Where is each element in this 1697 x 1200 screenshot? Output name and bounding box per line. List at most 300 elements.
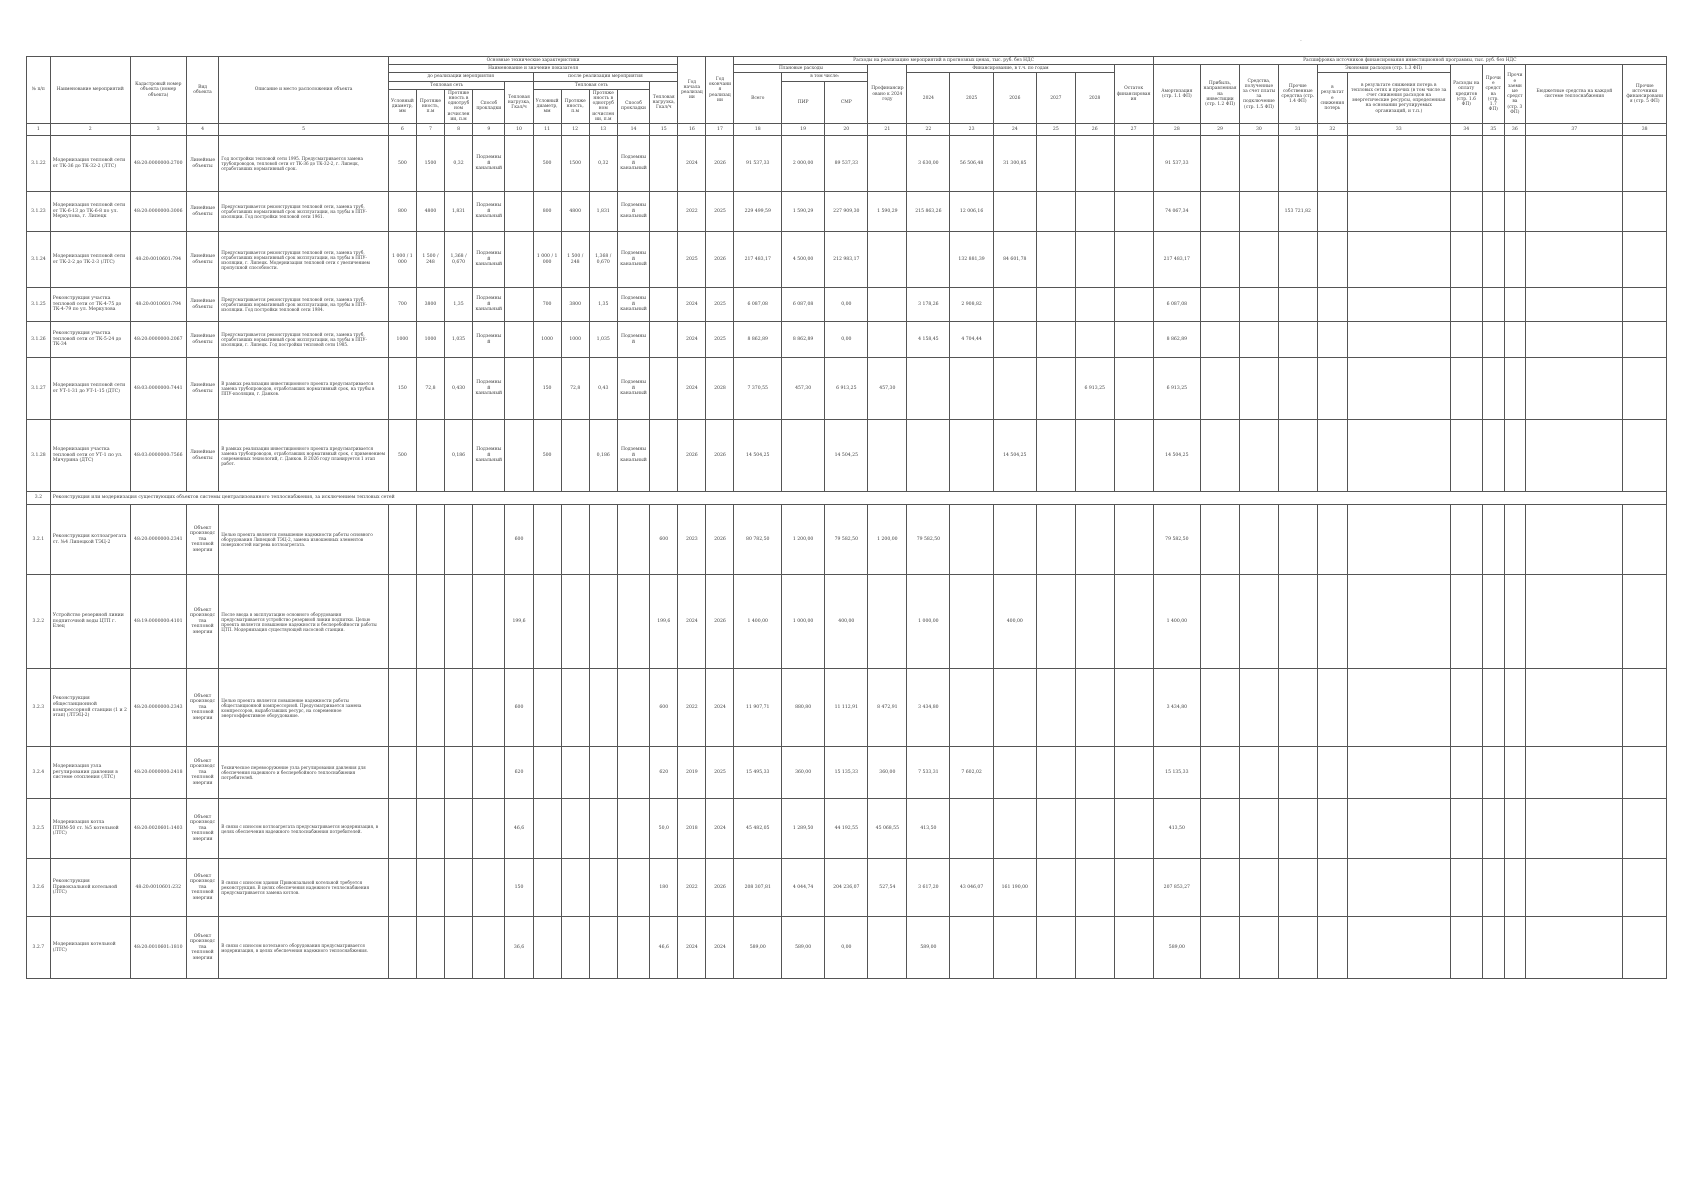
row-method-before: Подземный канальный	[473, 192, 505, 232]
row-number: 3.1.26	[27, 322, 51, 358]
row-empty	[617, 669, 649, 747]
row-load-after	[650, 288, 678, 322]
row-empty	[1450, 288, 1482, 322]
row-load-before	[505, 192, 533, 232]
header-profit: Прибыль, направленная на инвестиции (стр. 1.2 ФП)	[1201, 65, 1240, 124]
row-load-before: 620	[505, 747, 533, 799]
row-pir: 1 289,50	[782, 799, 825, 859]
row-number: 3.1.27	[27, 358, 51, 420]
row-empty	[1526, 136, 1623, 192]
column-number: 14	[617, 124, 649, 136]
row-inventory-number: 48:20:0010601:232	[130, 859, 186, 917]
row-fin-2027	[1036, 232, 1075, 288]
row-empty	[1482, 669, 1504, 747]
row-length-before	[416, 420, 444, 492]
table-row	[27, 859, 1667, 917]
row-empty	[473, 917, 505, 979]
row-connection-funds	[1239, 192, 1278, 232]
row-empty	[445, 669, 473, 747]
row-load-after	[650, 358, 678, 420]
row-empty	[533, 799, 561, 859]
header-2026: 2026	[993, 73, 1036, 124]
row-fin-2024	[907, 232, 950, 288]
row-diameter-after: 1000	[533, 322, 561, 358]
row-empty	[1347, 420, 1450, 492]
row-empty	[388, 669, 416, 747]
row-name: Модернизация участка тепловой сети от УТ-1 по ул. Мичурина (ДТС)	[50, 420, 130, 492]
row-year-start: 2022	[678, 859, 706, 917]
row-diameter-before: 1 000 / 1 000	[388, 232, 416, 288]
row-financed-before	[868, 420, 907, 492]
row-empty	[1239, 575, 1278, 669]
row-total: 217 483,17	[734, 232, 782, 288]
row-empty	[388, 799, 416, 859]
row-name: Модернизация котельной (ЛТС)	[50, 917, 130, 979]
row-name: Реконструкция котлоагрегата ст. №4 Липецкой ТЭЦ-2	[50, 505, 130, 575]
header-len-single-after: Протяженность в однотрубном исчислении, п.м	[589, 89, 617, 123]
row-description: Целью проекта является повышение надежности работы основного оборудования Липецкой ТЭЦ-2, замена изношенных элементов поверхностей нагрева котлоагрегата.	[219, 505, 389, 575]
row-empty	[1278, 669, 1317, 747]
row-empty	[1482, 575, 1504, 669]
row-financed-before	[868, 917, 907, 979]
row-fin-2026: 31 300,85	[993, 136, 1036, 192]
column-number: 34	[1450, 124, 1482, 136]
column-number: 28	[1153, 124, 1201, 136]
row-empty	[1504, 917, 1526, 979]
column-number: 29	[1201, 124, 1240, 136]
row-year-start: 2025	[678, 232, 706, 288]
column-number: 5	[219, 124, 389, 136]
row-pir: 1 000,00	[782, 575, 825, 669]
row-empty	[1526, 669, 1623, 747]
row-empty	[473, 669, 505, 747]
row-fin-2025	[950, 420, 993, 492]
row-fin-2028	[1075, 420, 1114, 492]
row-fin-2028	[1075, 322, 1114, 358]
row-fin-2024	[907, 420, 950, 492]
header-num: № п/п	[27, 57, 51, 124]
row-financed-before	[868, 575, 907, 669]
row-empty	[1504, 192, 1526, 232]
row-length-before: 72,8	[416, 358, 444, 420]
row-empty	[388, 575, 416, 669]
header-rem: Остаток финансирования	[1114, 65, 1153, 124]
row-load-after: 50,0	[650, 799, 678, 859]
row-empty	[1317, 420, 1347, 492]
row-inventory-number: 48:20:0010601:794	[130, 288, 186, 322]
row-profit	[1201, 192, 1240, 232]
row-fin-2027	[1036, 192, 1075, 232]
row-empty	[1239, 505, 1278, 575]
row-fin-2026	[993, 799, 1036, 859]
row-length-single-before: 0,32	[445, 136, 473, 192]
column-number: 17	[706, 124, 734, 136]
header-other-fin: Прочие источники финансирования (стр. 5 ФП)	[1623, 65, 1667, 124]
row-pir: 1 200,00	[782, 505, 825, 575]
row-remainder	[1114, 917, 1153, 979]
row-smr: 79 582,50	[825, 505, 868, 575]
row-empty	[1623, 799, 1667, 859]
section-title: Реконструкция или модернизация существующих объектов системы централизованного теплоснабжения, за исключением тепловых сетей	[50, 492, 1666, 505]
row-empty	[473, 799, 505, 859]
row-empty	[1482, 859, 1504, 917]
row-amortization: 14 504,25	[1153, 420, 1201, 492]
row-amortization: 207 853,27	[1153, 859, 1201, 917]
row-financed-before	[868, 136, 907, 192]
row-fin-2026	[993, 917, 1036, 979]
row-empty	[533, 747, 561, 799]
row-length-single-after: 1,035	[589, 322, 617, 358]
table-row	[27, 322, 1667, 358]
row-empty	[1504, 505, 1526, 575]
row-empty	[1450, 232, 1482, 288]
row-pir: 457,30	[782, 358, 825, 420]
row-profit	[1201, 288, 1240, 322]
row-empty	[1482, 192, 1504, 232]
column-number: 18	[734, 124, 782, 136]
row-empty	[1526, 322, 1623, 358]
row-method-before: Подземный канальный	[473, 232, 505, 288]
row-empty	[1347, 358, 1450, 420]
row-empty	[445, 505, 473, 575]
row-empty	[1623, 747, 1667, 799]
row-empty	[416, 859, 444, 917]
row-object-kind: Объект производства тепловой энергии	[186, 747, 218, 799]
row-method-after: Подземный канальный	[617, 288, 649, 322]
row-empty	[1278, 859, 1317, 917]
row-connection-funds	[1239, 322, 1278, 358]
row-diameter-before: 150	[388, 358, 416, 420]
row-empty	[1278, 917, 1317, 979]
row-number: 3.2.5	[27, 799, 51, 859]
row-name: Модернизация тепловой сети от ТК-2-2 до ТК-2-3 (ЛТС)	[50, 232, 130, 288]
row-load-before: 36,6	[505, 917, 533, 979]
row-fin-2025: 7 602,02	[950, 747, 993, 799]
row-empty	[589, 859, 617, 917]
column-number: 22	[907, 124, 950, 136]
header-method-after: Способ прокладки	[617, 89, 649, 123]
row-load-before: 199,6	[505, 575, 533, 669]
row-object-kind: Объект производства тепловой энергии	[186, 505, 218, 575]
row-profit	[1201, 136, 1240, 192]
row-length-after: 4800	[561, 192, 589, 232]
row-empty	[1623, 669, 1667, 747]
row-fin-2027	[1036, 799, 1075, 859]
row-fin-2025: 56 506,48	[950, 136, 993, 192]
row-smr: 11 112,91	[825, 669, 868, 747]
row-fin-2026: 84 601,78	[993, 232, 1036, 288]
row-number: 3.1.23	[27, 192, 51, 232]
row-empty	[1482, 136, 1504, 192]
row-load-after: 600	[650, 669, 678, 747]
header-incl: в том числе:	[782, 73, 868, 81]
row-load-before: 600	[505, 669, 533, 747]
row-empty	[617, 859, 649, 917]
header-plan: Плановые расходы	[734, 65, 868, 73]
column-number: 12	[561, 124, 589, 136]
section-row	[27, 492, 1667, 505]
row-diameter-before: 700	[388, 288, 416, 322]
row-empty	[1623, 420, 1667, 492]
row-empty	[1623, 917, 1667, 979]
header-tech: Основные технические характеристики	[388, 57, 677, 65]
row-empty	[1278, 505, 1317, 575]
row-year-end: 2025	[706, 322, 734, 358]
row-fin-2027	[1036, 859, 1075, 917]
row-empty	[533, 575, 561, 669]
row-description: Предусматривается реконструкция тепловой сети, замена труб, отработавших нормативный срок эксплуатации, на трубы в ППУ-изоляции, г. Липецк. Год постройки тепловой сети 1985.	[219, 322, 389, 358]
row-length-before: 1 500 / 248	[416, 232, 444, 288]
row-smr: 227 909,30	[825, 192, 868, 232]
column-number: 37	[1526, 124, 1623, 136]
row-year-end: 2024	[706, 799, 734, 859]
row-load-after	[650, 136, 678, 192]
row-year-end: 2025	[706, 192, 734, 232]
row-fin-2024: 3 178,26	[907, 288, 950, 322]
row-empty	[533, 505, 561, 575]
row-load-after: 600	[650, 505, 678, 575]
row-fin-2027	[1036, 358, 1075, 420]
header-tech-units: Наименование и значение показателя	[388, 65, 677, 73]
row-inventory-number: 48:20:0010601:794	[130, 232, 186, 288]
row-empty	[445, 747, 473, 799]
row-other-own	[1278, 136, 1317, 192]
row-object-kind: Линейные объекты	[186, 232, 218, 288]
row-load-after: 180	[650, 859, 678, 917]
row-remainder	[1114, 232, 1153, 288]
row-length-single-after: 0,43	[589, 358, 617, 420]
row-empty	[1347, 232, 1450, 288]
row-empty	[617, 575, 649, 669]
row-inventory-number: 48:20:0020601:1403	[130, 799, 186, 859]
row-empty	[1347, 575, 1450, 669]
row-fin-2026	[993, 505, 1036, 575]
row-diameter-after: 500	[533, 420, 561, 492]
row-empty	[1482, 505, 1504, 575]
column-number: 9	[473, 124, 505, 136]
row-description: Целью проекта является повышение надежности работы общестанционной компрессорной. Предусматривается замена компрессоров, выработавших ресурс, на современное энергоэффективное оборудование.	[219, 669, 389, 747]
row-financed-before: 457,30	[868, 358, 907, 420]
row-empty	[561, 747, 589, 799]
row-fin-2027	[1036, 322, 1075, 358]
row-amortization: 217 483,17	[1153, 232, 1201, 288]
row-fin-2024: 3 434,80	[907, 669, 950, 747]
column-number: 26	[1075, 124, 1114, 136]
row-length-single-after: 1,368 / 0,670	[589, 232, 617, 288]
row-empty	[1347, 288, 1450, 322]
row-empty	[589, 917, 617, 979]
row-year-start: 2024	[678, 322, 706, 358]
row-load-before	[505, 136, 533, 192]
row-description: Предусматривается реконструкция тепловой сети, замена труб, отработавших нормативный срок эксплуатации, на трубы в ППУ-изоляции. Год постройки тепловой сети 1984.	[219, 288, 389, 322]
row-empty	[1317, 288, 1347, 322]
header-year-start: Год начала реализации	[678, 57, 706, 124]
row-load-before: 46,6	[505, 799, 533, 859]
row-fin-2027	[1036, 575, 1075, 669]
row-fin-2026	[993, 192, 1036, 232]
column-number: 24	[993, 124, 1036, 136]
row-smr: 44 192,55	[825, 799, 868, 859]
row-other-own	[1278, 288, 1317, 322]
row-empty	[1317, 322, 1347, 358]
row-fin-2025	[950, 358, 993, 420]
row-empty	[1526, 232, 1623, 288]
row-empty	[589, 505, 617, 575]
row-pir: 6 087,08	[782, 288, 825, 322]
row-number: 3.1.25	[27, 288, 51, 322]
row-empty	[473, 505, 505, 575]
row-empty	[1504, 288, 1526, 322]
header-smr: СМР	[825, 81, 868, 123]
row-load-before	[505, 358, 533, 420]
table-row	[27, 575, 1667, 669]
header-econ-res: в результате снижения потерь	[1317, 73, 1347, 124]
row-year-start: 2022	[678, 192, 706, 232]
row-smr: 400,00	[825, 575, 868, 669]
row-inventory-number: 48:20:0010601:1810	[130, 917, 186, 979]
row-year-end: 2026	[706, 505, 734, 575]
row-empty	[1482, 358, 1504, 420]
row-financed-before: 360,00	[868, 747, 907, 799]
row-length-single-after: 1,35	[589, 288, 617, 322]
row-empty	[1347, 747, 1450, 799]
table-row	[27, 358, 1667, 420]
row-length-single-before: 0,430	[445, 358, 473, 420]
header-load-after: Тепловая нагрузка, Гкал/ч	[650, 81, 678, 123]
row-empty	[1450, 420, 1482, 492]
column-number: 10	[505, 124, 533, 136]
row-empty	[473, 747, 505, 799]
row-empty	[1526, 917, 1623, 979]
row-empty	[561, 669, 589, 747]
row-method-after: Подземный канальный	[617, 136, 649, 192]
row-fin-2028	[1075, 232, 1114, 288]
row-inventory-number: 48:20:0000000:2418	[130, 747, 186, 799]
row-empty	[1526, 575, 1623, 669]
row-year-start: 2026	[678, 420, 706, 492]
row-diameter-after: 500	[533, 136, 561, 192]
row-empty	[1526, 420, 1623, 492]
row-total: 8 862,89	[734, 322, 782, 358]
row-number: 3.1.28	[27, 420, 51, 492]
row-empty	[1482, 799, 1504, 859]
row-empty	[1623, 192, 1667, 232]
row-year-end: 2025	[706, 747, 734, 799]
row-amortization: 3 434,80	[1153, 669, 1201, 747]
column-number: 30	[1239, 124, 1278, 136]
row-empty	[388, 917, 416, 979]
row-empty	[1347, 322, 1450, 358]
row-fin-2026: 400,00	[993, 575, 1036, 669]
column-number: 23	[950, 124, 993, 136]
row-empty	[1504, 799, 1526, 859]
row-length-single-after: 0,32	[589, 136, 617, 192]
row-fin-2026	[993, 747, 1036, 799]
row-fin-2025	[950, 917, 993, 979]
row-fin-2025	[950, 575, 993, 669]
row-smr: 212 983,17	[825, 232, 868, 288]
row-empty	[589, 747, 617, 799]
row-fin-2027	[1036, 136, 1075, 192]
row-financed-before: 8 472,91	[868, 669, 907, 747]
row-empty	[561, 917, 589, 979]
row-empty	[1450, 322, 1482, 358]
row-connection-funds	[1239, 136, 1278, 192]
column-number: 20	[825, 124, 868, 136]
table-row	[27, 420, 1667, 492]
column-number: 19	[782, 124, 825, 136]
row-length-after: 3800	[561, 288, 589, 322]
row-pir: 1 590,29	[782, 192, 825, 232]
row-year-end: 2026	[706, 420, 734, 492]
row-empty	[445, 917, 473, 979]
row-year-start: 2024	[678, 288, 706, 322]
row-length-single-after: 0,186	[589, 420, 617, 492]
row-empty	[1526, 192, 1623, 232]
column-number: 33	[1347, 124, 1450, 136]
row-length-before: 3800	[416, 288, 444, 322]
row-load-after: 46,6	[650, 917, 678, 979]
row-inventory-number: 48:03:0000000:7441	[130, 358, 186, 420]
row-empty	[1239, 859, 1278, 917]
row-length-after: 1 500 / 248	[561, 232, 589, 288]
row-year-end: 2026	[706, 136, 734, 192]
column-number: 3	[130, 124, 186, 136]
row-empty	[1317, 358, 1347, 420]
table-row	[27, 747, 1667, 799]
row-empty	[445, 575, 473, 669]
row-amortization: 15 135,33	[1153, 747, 1201, 799]
row-name: Модернизация тепловой сети от ТК-36 до ТК-32-2 (ЛТС)	[50, 136, 130, 192]
row-diameter-after: 150	[533, 358, 561, 420]
row-empty	[1504, 420, 1526, 492]
row-empty	[1623, 136, 1667, 192]
column-number: 7	[416, 124, 444, 136]
row-total: 208 307,81	[734, 859, 782, 917]
investment-program-table	[26, 56, 1667, 979]
row-object-kind: Объект производства тепловой энергии	[186, 575, 218, 669]
row-fin-2024	[907, 358, 950, 420]
row-fin-2028	[1075, 859, 1114, 917]
row-name: Модернизация тепловой сети от ТК-6-13 до ТК-6-8 по ул. Меркулова, г. Липецк	[50, 192, 130, 232]
row-year-start: 2022	[678, 669, 706, 747]
row-empty	[1623, 288, 1667, 322]
row-year-end: 2024	[706, 669, 734, 747]
header-2025: 2025	[950, 73, 993, 124]
row-other-own	[1278, 322, 1317, 358]
row-financed-before	[868, 322, 907, 358]
row-pir: 2 000,00	[782, 136, 825, 192]
row-diameter-after: 700	[533, 288, 561, 322]
row-empty	[1278, 799, 1317, 859]
row-empty	[1347, 192, 1450, 232]
row-fin-2028	[1075, 917, 1114, 979]
row-empty	[1347, 799, 1450, 859]
row-load-after	[650, 420, 678, 492]
row-diameter-after: 1 000 / 1 000	[533, 232, 561, 288]
header-net-after: Тепловая сеть	[533, 81, 650, 89]
table-row	[27, 136, 1667, 192]
row-pir: 589,00	[782, 917, 825, 979]
row-remainder	[1114, 136, 1153, 192]
row-diameter-before: 500	[388, 136, 416, 192]
row-fin-2025	[950, 505, 993, 575]
row-remainder	[1114, 322, 1153, 358]
investment-program-sheet	[26, 56, 1667, 979]
row-length-after: 1500	[561, 136, 589, 192]
table-body	[27, 124, 1667, 979]
row-empty	[1504, 669, 1526, 747]
